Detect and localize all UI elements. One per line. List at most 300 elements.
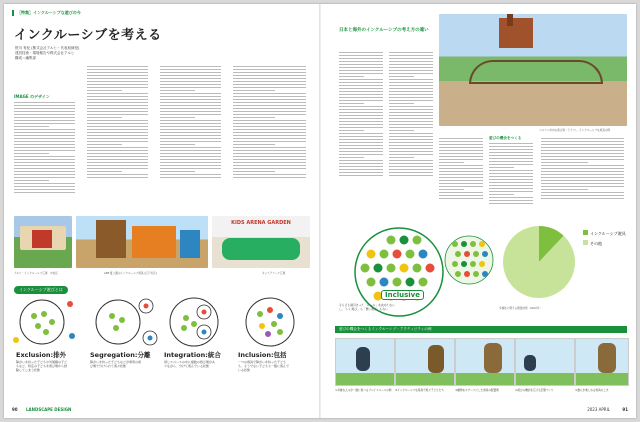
text-line: [160, 72, 221, 73]
child-dot: [361, 264, 370, 273]
text-line: [160, 132, 221, 133]
activity-frame: [455, 338, 515, 386]
frame-caption: ④遊びの機会を広げる空間づくり: [515, 389, 554, 392]
text-line: [541, 159, 624, 160]
photo-caption: ベルリン市内の遊び場（ドイツ）。インクルーシブな遊具の例: [539, 129, 611, 132]
text-line: [14, 129, 75, 130]
activity-frame: [575, 338, 629, 386]
text-column: [87, 64, 151, 218]
text-line: [87, 150, 148, 151]
text-line: [339, 130, 364, 131]
text-line: [160, 75, 221, 76]
child-dot: [406, 278, 415, 287]
photo-caption: キッズアリーナ広場: [262, 272, 286, 275]
text-line: [339, 148, 383, 149]
text-line: [439, 195, 483, 196]
inclusion-diagram: [246, 298, 294, 346]
chart-caption: 多様性に関する調査結果（2022年）: [499, 307, 542, 310]
text-line: [14, 135, 75, 136]
text-line: [541, 174, 624, 175]
text-line: [489, 176, 533, 177]
text-line: [87, 165, 148, 166]
child-dot: [400, 264, 409, 273]
inclusive-label: Inclusive: [381, 290, 424, 300]
text-line: [233, 162, 306, 163]
text-line: [339, 58, 383, 59]
text-line: [389, 58, 433, 59]
text-line: [87, 75, 148, 76]
text-line: [14, 159, 75, 160]
text-line: [87, 123, 148, 124]
category-description: 一つの遊具で障がいを持った子どもも、そうでない子どもも一緒に遊んでいる状態: [238, 360, 290, 372]
text-line: [14, 171, 75, 172]
text-line: [339, 115, 383, 116]
text-line: [14, 174, 75, 175]
text-line: [339, 151, 383, 152]
child-dot: [470, 261, 476, 267]
text-line: [87, 135, 148, 136]
text-line: [439, 174, 483, 175]
child-dot: [380, 278, 389, 287]
category-label: Integration:統合: [164, 351, 221, 359]
text-line: [339, 112, 383, 113]
text-line: [87, 126, 148, 127]
text-line: [339, 94, 383, 95]
author-line: 建設技術・環境報告や株式会社アルヒ: [15, 51, 75, 55]
text-line: [87, 102, 148, 103]
child-dot: [380, 250, 389, 259]
text-line: [233, 153, 306, 154]
text-line: [233, 114, 306, 115]
text-line: [339, 70, 383, 71]
frame-caption: ②インクルーシブな遊具で遊ぶ子どもたち: [395, 389, 444, 392]
child-dot: [419, 250, 428, 259]
text-line: [87, 72, 148, 73]
text-line: [489, 158, 533, 159]
text-line: [389, 70, 433, 71]
text-line: [389, 118, 433, 119]
text-line: [339, 133, 383, 134]
text-line: [389, 106, 433, 107]
text-line: [160, 90, 195, 91]
text-line: [233, 138, 306, 139]
pie-slice: [503, 226, 575, 298]
text-line: [14, 186, 75, 187]
photo-sign: KIDS ARENA GARDEN: [231, 220, 291, 226]
text-line: [439, 162, 464, 163]
text-line: [339, 64, 383, 65]
text-line: [233, 126, 306, 127]
child-dot: [470, 241, 476, 247]
text-line: [389, 100, 433, 101]
left-page: [4, 4, 319, 418]
text-line: [87, 78, 148, 79]
text-line: [489, 164, 533, 165]
text-line: [339, 163, 383, 164]
text-line: [339, 145, 383, 146]
text-line: [160, 177, 221, 178]
diagram-heading: インクルーシブ遊びとは: [14, 286, 68, 294]
series-tag: ［特集］インクルーシブな遊びの今: [12, 10, 81, 16]
category-description: 障がいを持った子どもや外国籍の子どもなど、特定の子どもを遊び場から排除してしまう状態: [16, 360, 68, 372]
text-line: [14, 105, 75, 106]
child-dot: [400, 236, 409, 245]
text-line: [389, 97, 433, 98]
text-line: [541, 162, 588, 163]
text-column: [389, 50, 435, 220]
text-line: [339, 76, 364, 77]
text-line: [439, 138, 483, 139]
text-line: [160, 84, 221, 85]
text-line: [233, 102, 306, 103]
text-line: [160, 147, 221, 148]
child-dot: [473, 251, 479, 257]
author-line: 笹川 有紀 (株式会社アルヒ・代表取締役): [15, 46, 80, 50]
text-line: [233, 171, 275, 172]
text-line: [389, 172, 433, 173]
legend-swatch: [583, 240, 588, 245]
activity-frame: [335, 338, 395, 386]
text-line: [389, 142, 433, 143]
text-line: [489, 188, 533, 189]
text-line: [389, 136, 433, 137]
text-line: [233, 117, 275, 118]
text-line: [439, 165, 483, 166]
text-line: [389, 121, 433, 122]
text-line: [439, 198, 483, 199]
child-dot: [413, 264, 422, 273]
text-line: [389, 55, 433, 56]
category-description: 同じスペースの中に複数の遊び場がありながら、分けて遊んでいる状態: [164, 360, 215, 368]
text-line: [439, 177, 483, 178]
legend-label: その他: [590, 241, 602, 246]
text-line: [87, 138, 148, 139]
text-line: [439, 186, 483, 187]
text-line: [489, 185, 533, 186]
text-line: [233, 129, 306, 130]
text-line: [87, 93, 148, 94]
text-line: [87, 156, 148, 157]
text-line: [389, 115, 433, 116]
text-line: [14, 108, 75, 109]
text-line: [233, 69, 306, 70]
category-label: Inclusion:包括: [238, 351, 287, 359]
text-line: [160, 105, 221, 106]
child-dot: [393, 250, 402, 259]
text-line: [489, 170, 533, 171]
text-line: [339, 166, 383, 167]
child-dot: [367, 250, 376, 259]
text-line: [339, 172, 383, 173]
text-column: [339, 50, 385, 220]
text-line: [339, 118, 383, 119]
text-line: [87, 120, 148, 121]
text-line: [339, 61, 383, 62]
category-label: Exclusion:排外: [16, 351, 67, 359]
text-line: [233, 168, 306, 169]
inclusive-note: そもそも線引きって「ルール」を決めてないし、「いい遊び」も「悪い遊び」もない: [339, 303, 395, 311]
text-line: [233, 141, 306, 142]
text-line: [339, 73, 383, 74]
segregation-diagram: [96, 299, 157, 345]
text-line: [233, 120, 306, 121]
text-line: [339, 82, 383, 83]
text-line: [14, 147, 75, 148]
author-line: 構成＝編集部: [15, 56, 36, 60]
text-line: [541, 183, 624, 184]
text-line: [489, 200, 533, 201]
text-line: [233, 105, 306, 106]
text-line: [233, 165, 306, 166]
text-line: [14, 144, 75, 145]
text-column: [14, 94, 78, 218]
category-description: 障がいを持った子どもなどが専用の遊び場で分けられて遊ぶ状態: [90, 360, 142, 368]
section-heading: IMAGE のデザイン: [14, 94, 50, 99]
child-dot: [452, 241, 458, 247]
child-dot: [374, 264, 383, 273]
text-line: [489, 194, 514, 195]
text-line: [489, 203, 533, 204]
text-line: [541, 150, 624, 151]
text-line: [233, 132, 306, 133]
text-line: [389, 166, 433, 167]
text-line: [233, 99, 306, 100]
child-dot: [461, 261, 467, 267]
text-line: [339, 124, 383, 125]
text-line: [541, 138, 624, 139]
text-line: [233, 123, 306, 124]
text-line: [14, 183, 75, 184]
text-line: [389, 64, 433, 65]
text-line: [160, 69, 221, 70]
text-line: [489, 161, 533, 162]
text-line: [87, 81, 148, 82]
text-line: [339, 136, 383, 137]
text-line: [160, 129, 221, 130]
text-line: [87, 177, 148, 178]
text-line: [14, 102, 75, 103]
page-number: 90: [12, 407, 18, 412]
text-line: [439, 156, 483, 157]
text-line: [339, 109, 383, 110]
text-line: [541, 168, 624, 169]
child-dot: [387, 236, 396, 245]
column-heading: 遊びの機会をつくる: [489, 136, 522, 140]
text-line: [439, 147, 483, 148]
text-line: [14, 132, 75, 133]
text-line: [160, 108, 221, 109]
issue-date: 2023 APRIL: [587, 407, 610, 412]
text-line: [87, 114, 148, 115]
text-line: [87, 162, 148, 163]
text-line: [389, 79, 433, 80]
text-line: [489, 149, 533, 150]
text-line: [160, 120, 221, 121]
text-line: [87, 99, 148, 100]
text-line: [439, 159, 483, 160]
text-line: [389, 139, 433, 140]
text-line: [160, 156, 221, 157]
text-line: [489, 146, 533, 147]
text-line: [489, 179, 533, 180]
text-column: [160, 64, 224, 218]
integration-diagram: [170, 298, 218, 346]
magazine-name: LANDSCAPE DESIGN: [26, 407, 72, 412]
child-dot: [419, 278, 428, 287]
text-line: [339, 127, 383, 128]
frame-caption: ⑤誰もが楽しめる遊具の工夫: [575, 389, 609, 392]
text-line: [233, 150, 306, 151]
text-line: [87, 105, 148, 106]
text-column: [541, 136, 627, 220]
text-line: [14, 189, 75, 190]
photo-playground-1: [14, 216, 72, 268]
article-title: インクルーシブを考える: [14, 28, 162, 43]
text-line: [14, 177, 75, 178]
text-line: [160, 150, 221, 151]
child-dot: [393, 278, 402, 287]
text-line: [339, 91, 383, 92]
text-line: [389, 151, 433, 152]
text-line: [233, 156, 306, 157]
text-line: [14, 120, 75, 121]
text-line: [389, 52, 433, 53]
text-line: [389, 124, 433, 125]
text-line: [439, 189, 464, 190]
text-line: [87, 90, 122, 91]
text-line: [14, 150, 75, 151]
activity-strip-title: 遊びの機会をつくるインクルーシブ・アクティビティの例: [335, 326, 627, 333]
text-line: [541, 141, 624, 142]
text-line: [233, 108, 306, 109]
text-line: [541, 144, 624, 145]
text-line: [160, 87, 221, 88]
text-line: [233, 75, 306, 76]
text-line: [233, 84, 306, 85]
child-dot: [387, 264, 396, 273]
text-line: [233, 159, 306, 160]
text-line: [339, 154, 383, 155]
text-line: [87, 87, 148, 88]
text-line: [14, 117, 75, 118]
text-line: [160, 96, 221, 97]
text-line: [160, 66, 221, 67]
photo-caption: ARE 夏公園のインクルーシブ遊具 (江戸川区): [104, 272, 157, 275]
text-line: [389, 88, 433, 89]
text-line: [541, 156, 624, 157]
dot-cluster: [443, 230, 497, 290]
child-dot: [473, 271, 479, 277]
text-line: [489, 155, 533, 156]
text-line: [160, 102, 221, 103]
text-line: [541, 186, 624, 187]
text-line: [87, 96, 148, 97]
text-line: [160, 135, 221, 136]
text-line: [233, 96, 306, 97]
child-dot: [464, 271, 470, 277]
text-line: [14, 180, 49, 181]
text-line: [541, 180, 624, 181]
child-dot: [455, 271, 461, 277]
legend-label: インクルーシブ遊具: [590, 231, 626, 236]
text-line: [489, 182, 533, 183]
text-line: [339, 67, 383, 68]
text-line: [541, 198, 624, 199]
text-line: [439, 141, 483, 142]
text-line: [87, 108, 148, 109]
text-line: [233, 66, 306, 67]
text-line: [87, 129, 148, 130]
exclusion-diagram: [13, 300, 75, 344]
text-line: [389, 133, 433, 134]
text-line: [160, 174, 221, 175]
activity-frame: [515, 338, 575, 386]
text-line: [389, 109, 433, 110]
text-line: [87, 159, 148, 160]
child-dot: [406, 250, 415, 259]
text-line: [339, 157, 364, 158]
text-line: [439, 168, 483, 169]
text-line: [160, 165, 221, 166]
child-dot: [482, 251, 488, 257]
text-line: [160, 78, 221, 79]
child-dot: [461, 241, 467, 247]
text-line: [14, 192, 75, 193]
text-line: [339, 79, 383, 80]
frame-caption: ③動物をモチーフにした遊具の配置例: [455, 389, 499, 392]
text-line: [439, 171, 483, 172]
text-line: [489, 152, 533, 153]
text-line: [489, 173, 533, 174]
text-line: [389, 148, 433, 149]
text-line: [389, 94, 433, 95]
photo-playground-2: [76, 216, 208, 268]
text-line: [14, 156, 75, 157]
text-line: [87, 147, 148, 148]
text-line: [541, 177, 624, 178]
text-line: [160, 81, 221, 82]
text-line: [389, 91, 433, 92]
text-line: [439, 153, 483, 154]
inclusion-diagrams: [12, 294, 312, 348]
text-line: [439, 192, 483, 193]
text-line: [87, 153, 148, 154]
text-line: [87, 84, 148, 85]
text-line: [389, 160, 433, 161]
text-line: [160, 126, 221, 127]
text-line: [87, 144, 122, 145]
text-line: [339, 175, 383, 176]
text-line: [87, 66, 148, 67]
child-dot: [455, 251, 461, 257]
legend-swatch: [583, 230, 588, 235]
text-line: [339, 85, 383, 86]
text-line: [14, 168, 75, 169]
child-dot: [482, 271, 488, 277]
text-line: [389, 67, 433, 68]
text-line: [14, 126, 49, 127]
child-dot: [426, 264, 435, 273]
text-line: [439, 150, 483, 151]
text-line: [541, 165, 624, 166]
photo-caption: アルヒ・インクルーシブ広場 中央区: [14, 272, 58, 275]
text-line: [233, 111, 306, 112]
text-line: [541, 192, 624, 193]
text-line: [160, 123, 221, 124]
text-line: [541, 171, 624, 172]
text-line: [541, 195, 624, 196]
text-line: [389, 154, 433, 155]
